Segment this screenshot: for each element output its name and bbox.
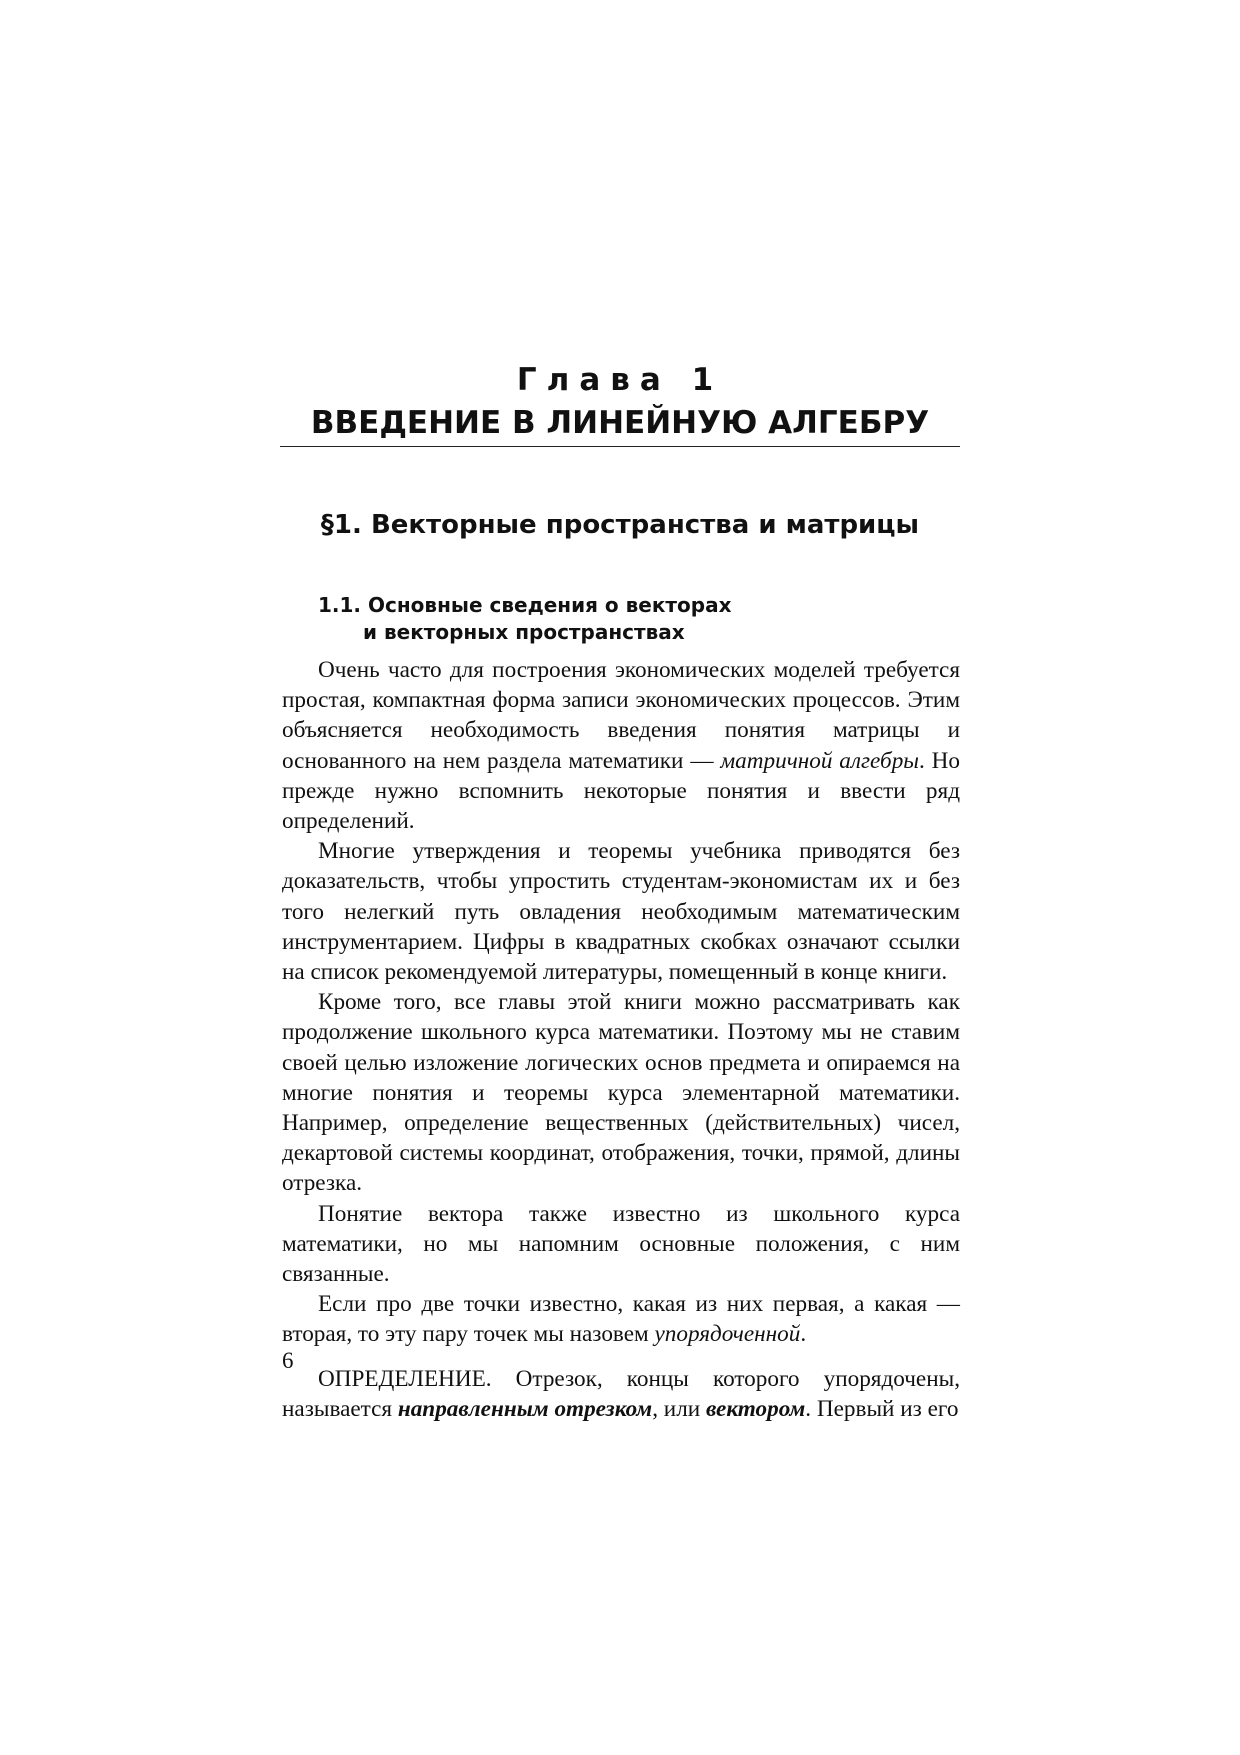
page-number: 6 — [282, 1348, 294, 1373]
paragraph-5-text-a: Если про две точки известно, какая из них первая, а какая — вторая, то эту пару точек мы назовем — [282, 1291, 960, 1348]
subsection-heading — [318, 592, 878, 646]
definition-paragraph — [282, 1364, 960, 1424]
paragraph-1-text-a: Очень часто для построения экономических моделей требуется простая, компактная форма записи экономических процессов. Этим объясняется необходимость введения понятия матрицы и основанного на нем раздела математики — — [282, 657, 960, 774]
paragraph-4: Понятие вектора также известно из школьного курса математики, но мы напомним основные положения, с ним связанные. — [282, 1200, 960, 1288]
paragraph-5-text-b: . — [800, 1321, 807, 1348]
chapter-title: ВВЕДЕНИЕ В ЛИНЕЙНУЮ АЛГЕБРУ — [310, 405, 930, 441]
paragraph-5-italic: упорядоченной — [654, 1321, 801, 1348]
paragraph-1-italic: матричной алгебры — [720, 747, 920, 774]
definition-text-a: ОПРЕДЕЛЕНИЕ. Отрезок, концы которого упорядочены, называется — [282, 1365, 960, 1422]
paragraph-3: Кроме того, все главы этой книги можно рассматривать как продолжение школьного курса математики. Поэтому мы не ставим своей целью изложение логических основ предмета и опираемся на многие понятия и теоремы курса элементарной математики. Например, определение вещественных (действительных) чисел, декартовой системы координат, отображения, точки, прямой, длины отрезка. — [282, 989, 960, 1197]
paragraph-5 — [282, 1289, 960, 1349]
chapter-label: Глава 1 — [516, 362, 724, 398]
definition-text-b: , или — [652, 1395, 706, 1422]
definition-term-vector: вектором — [705, 1395, 806, 1422]
subsection-line-1: 1.1. Основные сведения о векторах — [318, 593, 732, 617]
definition-term-directed-segment: направленным отрезком — [397, 1395, 653, 1422]
body-text — [282, 655, 960, 1424]
chapter-divider — [280, 446, 960, 447]
paragraph-1-text-b: . Но прежде нужно вспомнить некоторые понятия и ввести ряд определений. — [282, 747, 961, 835]
section-title: §1. Векторные пространства и матрицы — [320, 510, 920, 540]
paragraph-1 — [282, 655, 960, 836]
subsection-line-2: и векторных пространствах — [363, 620, 685, 644]
paragraph-2: Многие утверждения и теоремы учебника приводятся без доказательств, чтобы упростить студентам-экономистам их и без того нелегкий путь овладения необходимым математическим инструментарием. Цифры в квадратных скобках означают ссылки на список рекомендуемой литературы, помещенный в конце книги. — [282, 838, 960, 986]
definition-text-c: . Первый из его — [805, 1395, 959, 1422]
